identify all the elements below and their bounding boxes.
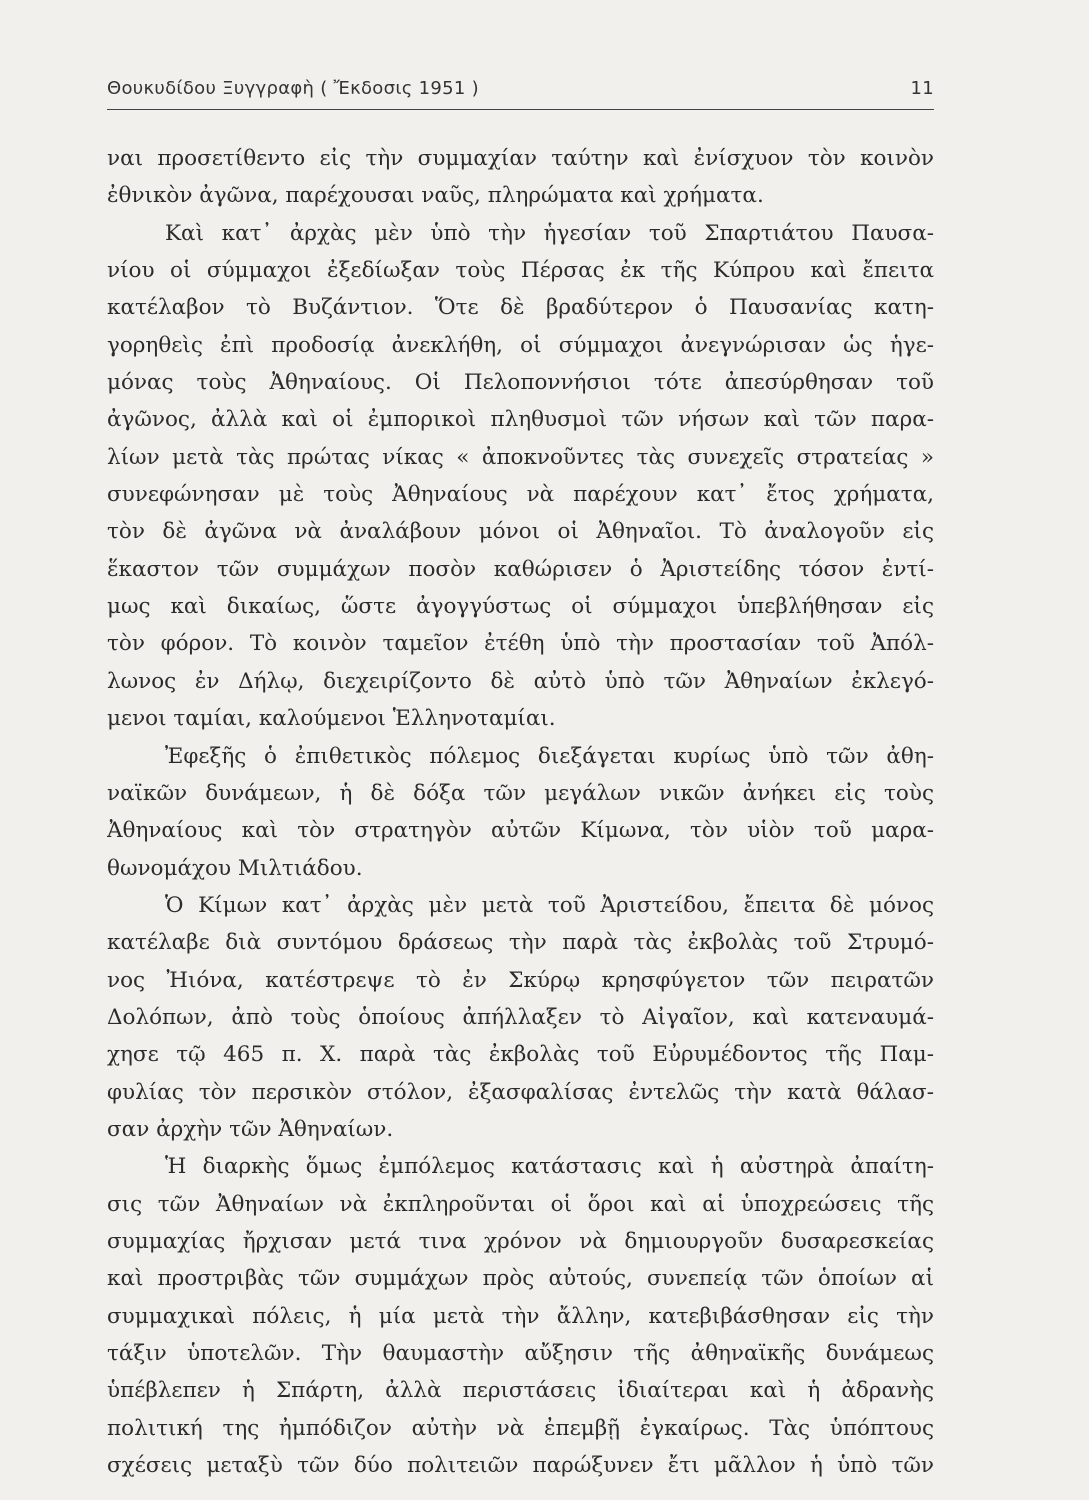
header-rule bbox=[107, 109, 934, 110]
text-line: καὶ προστριβὰς τῶν συμμάχων πρὸς αὐτούς, συνεπείᾳ τῶν ὁποίων αἱ bbox=[107, 1266, 934, 1292]
text-line: φυλίας τὸν περσικὸν στόλον, ἐξασφαλίσας ἐντελῶς τὴν κατὰ θάλασ- bbox=[107, 1079, 934, 1105]
text-line: Ἡ διαρκὴς ὅμως ἐμπόλεμος κατάστασις καὶ ἡ αὐστηρὰ ἀπαίτη- bbox=[165, 1154, 934, 1180]
text-line: κατέλαβε διὰ συντόμου δράσεως τὴν παρὰ τὰς ἐκβολὰς τοῦ Στρυμό- bbox=[107, 930, 934, 956]
text-line: σις τῶν Ἀθηναίων νὰ ἐκπληροῦνται οἱ ὅροι καὶ αἱ ὑποχρεώσεις τῆς bbox=[107, 1191, 934, 1217]
text-line: νος Ἠιόνα, κατέστρεψε τὸ ἐν Σκύρῳ κρησφύγετον τῶν πειρατῶν bbox=[107, 967, 934, 993]
text-line: ἀγῶνος, ἀλλὰ καὶ οἱ ἐμπορικοὶ πληθυσμοὶ τῶν νήσων καὶ τῶν παρα- bbox=[107, 407, 934, 433]
text-line: πολιτική της ἠμπόδιζον αὐτὴν νὰ ἐπεμβῇ ἐγκαίρως. Τὰς ὑπόπτους bbox=[107, 1415, 934, 1441]
text-line: γορηθεὶς ἐπὶ προδοσίᾳ ἀνεκλήθη, οἱ σύμμαχοι ἀνεγνώρισαν ὡς ἡγε- bbox=[107, 332, 934, 358]
text-line: Ἐφεξῆς ὁ ἐπιθετικὸς πόλεμος διεξάγεται κυρίως ὑπὸ τῶν ἀθη- bbox=[165, 743, 934, 769]
text-line: συνεφώνησαν μὲ τοὺς Ἀθηναίους νὰ παρέχουν κατ᾽ ἔτος χρήματα, bbox=[107, 482, 934, 508]
page-number: 11 bbox=[910, 78, 934, 99]
text-line: χησε τῷ 465 π. Χ. παρὰ τὰς ἐκβολὰς τοῦ Εὐρυμέδοντος τῆς Παμ- bbox=[107, 1042, 934, 1068]
text-line: συμμαχίας ἤρχισαν μετά τινα χρόνον νὰ δημιουργοῦν δυσαρεσκείας bbox=[107, 1228, 934, 1254]
body-text bbox=[107, 140, 934, 1484]
text-line: μως καὶ δικαίως, ὥστε ἀγογγύστως οἱ σύμμαχοι ὑπεβλήθησαν εἰς bbox=[107, 594, 934, 620]
text-line: λωνος ἐν Δήλῳ, διεχειρίζοντο δὲ αὐτὸ ὑπὸ τῶν Ἀθηναίων ἐκλεγό- bbox=[107, 668, 934, 694]
text-line: μόνας τοὺς Ἀθηναίους. Οἱ Πελοποννήσιοι τότε ἀπεσύρθησαν τοῦ bbox=[107, 370, 934, 396]
text-line: θωνομάχου Μιλτιάδου. bbox=[107, 855, 363, 881]
text-line: τάξιν ὑποτελῶν. Τὴν θαυμαστὴν αὔξησιν τῆς ἀθηναϊκῆς δυνάμεως bbox=[107, 1341, 934, 1366]
text-line: ἕκαστον τῶν συμμάχων ποσὸν καθώρισεν ὁ Ἀριστείδης τόσον ἐντί- bbox=[107, 556, 934, 582]
text-line: Ὁ Κίμων κατ᾽ ἀρχὰς μὲν μετὰ τοῦ Ἀριστείδου, ἔπειτα δὲ μόνος bbox=[165, 892, 934, 918]
text-line: συμμαχικαὶ πόλεις, ἡ μία μετὰ τὴν ἄλλην, κατεβιβάσθησαν εἰς τὴν bbox=[107, 1303, 934, 1329]
running-header bbox=[107, 78, 934, 106]
text-line: ἐθνικὸν ἀγῶνα, παρέχουσαι ναῦς, πληρώματα καὶ χρήματα. bbox=[107, 183, 764, 209]
text-line: Δολόπων, ἀπὸ τοὺς ὁποίους ἀπήλλαξεν τὸ Αἰγαῖον, καὶ κατεναυμά- bbox=[107, 1004, 934, 1030]
text-line: τὸν φόρον. Τὸ κοινὸν ταμεῖον ἐτέθη ὑπὸ τὴν προστασίαν τοῦ Ἀπόλ- bbox=[107, 631, 934, 657]
text-line: σχέσεις μεταξὺ τῶν δύο πολιτειῶν παρώξυνεν ἔτι μᾶλλον ἡ ὑπὸ τῶν bbox=[107, 1453, 934, 1479]
text-line: σαν ἀρχὴν τῶν Ἀθηναίων. bbox=[107, 1116, 394, 1142]
text-line: Ἀθηναίους καὶ τὸν στρατηγὸν αὐτῶν Κίμωνα, τὸν υἱὸν τοῦ μαρα- bbox=[107, 818, 934, 844]
text-line: τὸν δὲ ἀγῶνα νὰ ἀναλάβουν μόνοι οἱ Ἀθηναῖοι. Τὸ ἀναλογοῦν εἰς bbox=[107, 519, 934, 545]
text-line: κατέλαβον τὸ Βυζάντιον. Ὅτε δὲ βραδύτερον ὁ Παυσανίας κατη- bbox=[107, 295, 934, 321]
running-title: Θουκυδίδου Ξυγγραφὴ ( Ἔκδοσις 1951 ) bbox=[107, 78, 479, 99]
text-line: ναϊκῶν δυνάμεων, ἡ δὲ δόξα τῶν μεγάλων νικῶν ἀνήκει εἰς τοὺς bbox=[107, 780, 934, 806]
text-line: ναι προσετίθεντο εἰς τὴν συμμαχίαν ταύτην καὶ ἐνίσχυον τὸν κοινὸν bbox=[107, 146, 934, 171]
text-line: ὑπέβλεπεν ἡ Σπάρτη, ἀλλὰ περιστάσεις ἰδιαίτεραι καὶ ἡ ἀδρανὴς bbox=[107, 1378, 934, 1404]
text-line: Καὶ κατ᾽ ἀρχὰς μὲν ὑπὸ τὴν ἡγεσίαν τοῦ Σπαρτιάτου Παυσα- bbox=[165, 220, 934, 246]
text-line: λίων μετὰ τὰς πρώτας νίκας « ἀποκνοῦντες τὰς συνεχεῖς στρατείας » bbox=[107, 444, 934, 470]
text-line: μενοι ταμίαι, καλούμενοι Ἑλληνοταμίαι. bbox=[107, 706, 556, 732]
text-line: νίου οἱ σύμμαχοι ἐξεδίωξαν τοὺς Πέρσας ἐκ τῆς Κύπρου καὶ ἔπειτα bbox=[107, 258, 934, 284]
